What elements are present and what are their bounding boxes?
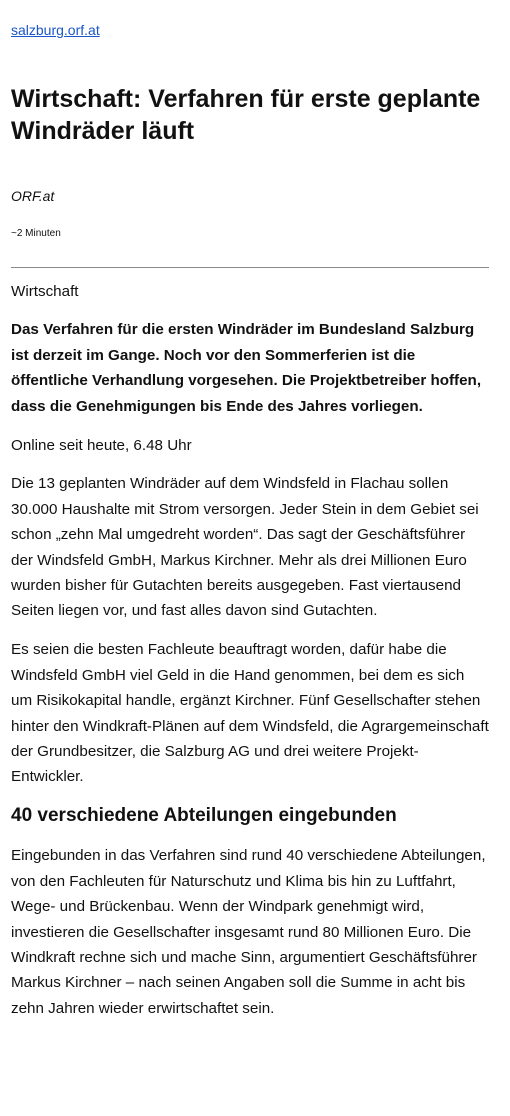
online-since-timestamp: Online seit heute, 6.48 Uhr bbox=[11, 436, 192, 454]
publisher-name: ORF.at bbox=[11, 188, 55, 204]
article-paragraph: Es seien die besten Fachleute beauftragt worden, dafür habe die Windsfeld GmbH viel Geld in die Hand genommen, bei dem es sich um Risikokapital handle, ergänzt Kirchner. Fünf Gesellschafter stehen hinter den Windkraft-Plänen auf dem Windsfeld, die Agrargemeinschaft der Grundbesitzer, die Salzburg AG und drei weitere Projekt-Entwickler. bbox=[11, 641, 489, 786]
article-body bbox=[11, 279, 489, 1035]
article-lead: Das Verfahren für die ersten Windräder im Bundesland Salzburg ist derzeit im Gange. Noch vor den Sommerferien ist die öffentliche Verhandlung vorgesehen. Die Projektbetreiber hoffen, dass die Genehmigungen bis Ende des Jahres vorliegen. bbox=[11, 321, 482, 415]
reading-time: ~2 Minuten bbox=[11, 228, 61, 239]
source-link[interactable]: salzburg.orf.at bbox=[11, 22, 100, 38]
header-divider bbox=[11, 267, 489, 268]
article-title: Wirtschaft: Verfahren für erste geplante Windräder läuft bbox=[11, 85, 481, 145]
article-subheading: 40 verschiedene Abteilungen eingebunden bbox=[11, 805, 397, 827]
article-paragraph: Die 13 geplanten Windräder auf dem Windsfeld in Flachau sollen 30.000 Haushalte mit Strom versorgen. Jeder Stein in dem Gebiet sei schon „zehn Mal umgedreht worden“. Das sagt der Geschäftsführer der Windsfeld GmbH, Markus Kirchner. Mehr als drei Millionen Euro wurden bisher für Gutachten bereits ausgegeben. Fast viertausend Seiten liegen vor, und fast alles davon sind Gutachten. bbox=[11, 475, 479, 620]
article-category: Wirtschaft bbox=[11, 283, 79, 300]
article-paragraph: Eingebunden in das Verfahren sind rund 40 verschiedene Abteilungen, von den Fachleuten für Naturschutz und Klima bis hin zu Luftfahrt, Wege- und Brückenbau. Wenn der Windpark genehmigt wird, investieren die Gesellschafter insgesamt rund 80 Millionen Euro. Die Windkraft rechne sich und mache Sinn, argumentiert Geschäftsführer Markus Kirchner – nach seinen Angaben soll die Summe in acht bis zehn Jahren wieder erwirtschaftet sein. bbox=[11, 847, 486, 1017]
